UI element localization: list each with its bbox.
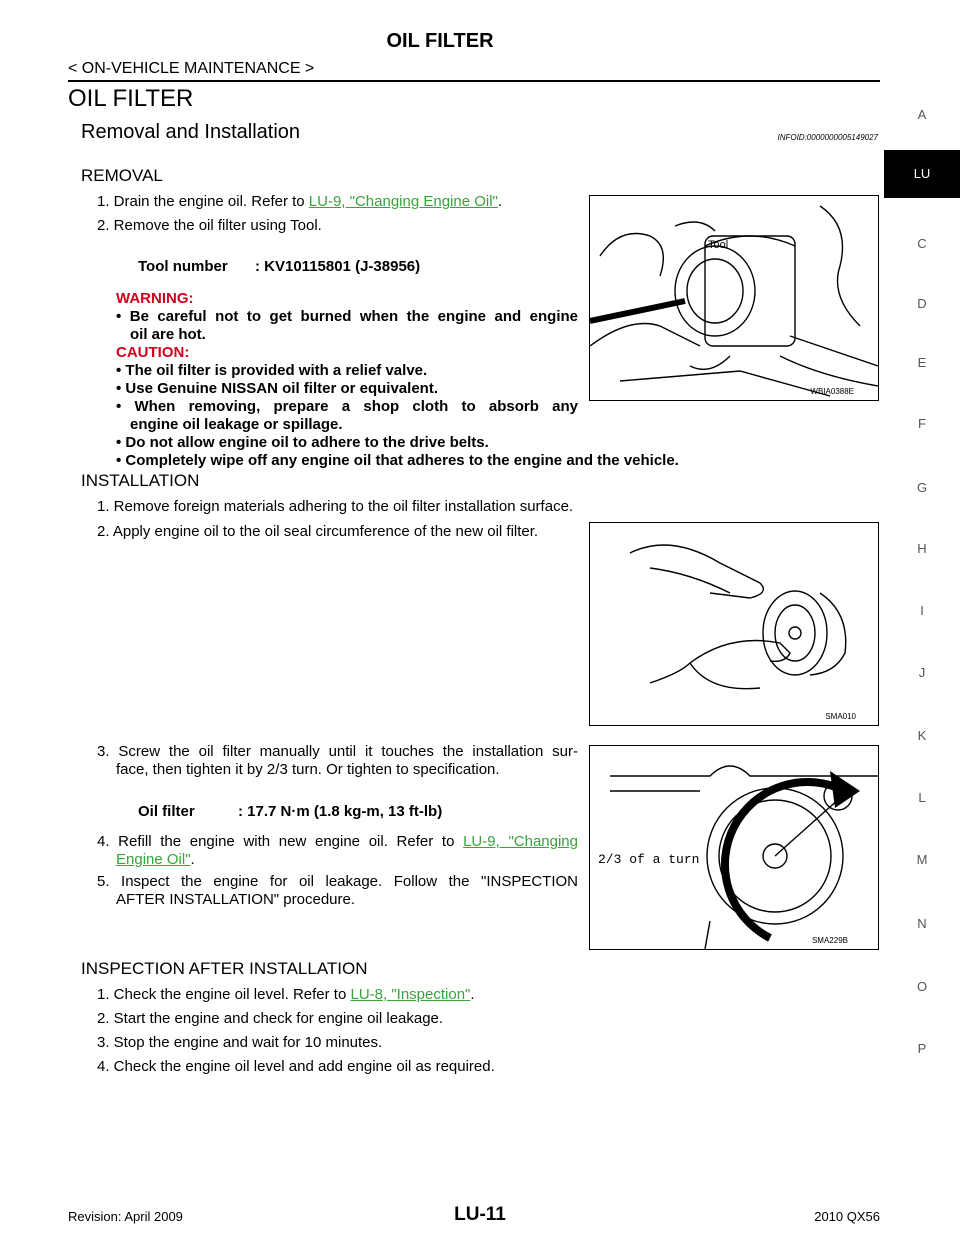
tab-i[interactable]: I [920,603,924,618]
tab-o[interactable]: O [916,979,928,994]
warning-label: WARNING: [116,290,194,307]
link-inspection[interactable]: LU-8, "Inspection" [350,986,471,1003]
figure-code: SMA229B [811,936,848,945]
revision-date: Revision: April 2009 [68,1209,183,1224]
figure-apply-oil [589,522,879,726]
warning-item-cont: oil are hot. [130,326,206,343]
page-number: LU-11 [454,1204,506,1225]
tab-a[interactable]: A [917,107,927,122]
link-changing-engine-oil[interactable]: Engine Oil" [116,851,191,868]
tab-m[interactable]: M [916,852,928,867]
subsection-heading: Removal and Installation [81,121,301,143]
oil-filter-removal-illustration [590,196,878,400]
link-changing-engine-oil[interactable]: LU-9, "Changing Engine Oil" [308,193,498,210]
inspection-heading: INSPECTION AFTER INSTALLATION [81,959,368,978]
removal-step-1: 1. Drain the engine oil. Refer to LU-9, "Changing Engine Oil". [97,193,503,210]
spec-value: : 17.7 N·m (1.8 kg-m, 13 ft-lb) [238,803,443,820]
caution-item: • Use Genuine NISSAN oil filter or equivalent. [116,380,438,397]
caution-item: • The oil filter is provided with a relief valve. [116,362,428,379]
tab-j[interactable]: J [918,665,926,680]
vehicle-model: 2010 QX56 [814,1209,880,1224]
installation-step-3: 3. Screw the oil filter manually until it touches the installation sur- [97,743,578,760]
caution-item: • Completely wipe off any engine oil that adheres to the engine and the vehicle. [116,452,679,469]
link-changing-engine-oil[interactable]: LU-9, "Changing [463,833,578,850]
caution-item-cont: engine oil leakage or spillage. [130,416,343,433]
section-subtitle: < ON-VEHICLE MAINTENANCE > [68,60,315,77]
installation-heading: INSTALLATION [81,471,200,490]
figure-tool-label: Tool [708,239,729,251]
tab-n[interactable]: N [917,916,927,931]
tool-number-value: : KV10115801 (J-38956) [255,258,421,275]
header-divider [68,80,880,82]
installation-step-1: 1. Remove foreign materials adhering to the oil filter installation surface. [97,498,574,515]
removal-heading: REMOVAL [81,166,163,185]
info-id: INFOID:0000000005149027 [777,133,878,142]
tab-h[interactable]: H [917,541,927,556]
warning-item: • Be careful not to get burned when the engine and engine [116,308,578,325]
tool-number-label: Tool number [138,258,228,275]
installation-step-4: 4. Refill the engine with new engine oil. Refer to LU-9, "Changing [97,833,578,850]
tab-e[interactable]: E [917,355,927,370]
installation-step-5: 5. Inspect the engine for oil leakage. Follow the "INSPECTION [97,873,578,890]
removal-step-2: 2. Remove the oil filter using Tool. [97,217,322,234]
apply-oil-illustration [590,523,878,725]
installation-step-3-cont: face, then tighten it by 2/3 turn. Or tighten to specification. [116,761,500,778]
installation-step-2: 2. Apply engine oil to the oil seal circumference of the new oil filter. [97,523,539,540]
tab-p[interactable]: P [917,1041,927,1056]
tab-f[interactable]: F [918,416,926,431]
figure-oil-filter-removal [589,195,879,401]
caution-item: • Do not allow engine oil to adhere to the drive belts. [116,434,489,451]
tab-g[interactable]: G [916,480,928,495]
figure-turn-label: 2/3 of a turn [598,852,700,867]
section-heading: OIL FILTER [68,85,194,112]
page-title: OIL FILTER [386,30,494,52]
inspection-step-4: 4. Check the engine oil level and add engine oil as required. [97,1058,495,1075]
inspection-step-3: 3. Stop the engine and wait for 10 minutes. [97,1034,383,1051]
two-thirds-turn-illustration [590,746,878,949]
tab-k[interactable]: K [917,728,927,743]
tab-lu[interactable]: LU [884,150,960,198]
tab-l[interactable]: L [918,790,926,805]
inspection-step-1: 1. Check the engine oil level. Refer to LU-8, "Inspection". [97,986,475,1003]
figure-two-thirds-turn [589,745,879,950]
tab-d[interactable]: D [917,296,927,311]
inspection-step-2: 2. Start the engine and check for engine oil leakage. [97,1010,444,1027]
figure-code: SMA010 [825,712,856,721]
tab-c[interactable]: C [917,236,927,251]
installation-step-5-cont: AFTER INSTALLATION" procedure. [116,891,356,908]
spec-label: Oil filter [138,803,195,820]
figure-code: WBIA0388E [810,387,854,396]
caution-item: • When removing, prepare a shop cloth to absorb any [116,398,578,415]
caution-label: CAUTION: [116,344,190,361]
installation-step-4-cont: Engine Oil". [116,851,195,868]
